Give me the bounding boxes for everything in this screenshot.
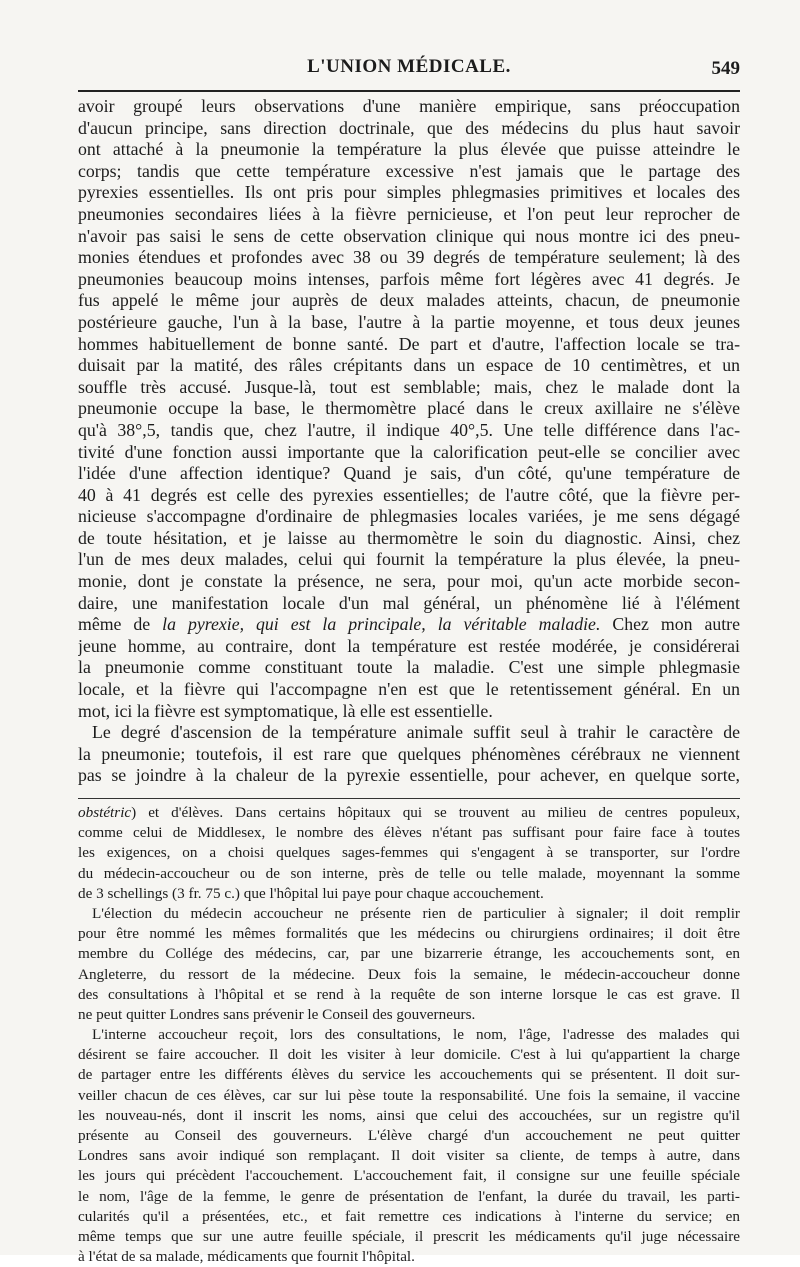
text-segment: même de	[78, 614, 163, 635]
text-line: 40 à 41 degrés est celle des pyrexies essentielles; de l'autre côté, que la fièvre per-	[78, 484, 740, 505]
footnote-line: le nom, l'âge de la femme, le genre de présentation de l'enfant, la durée du travail, les parti-	[78, 1187, 740, 1205]
text-line: pneumonies beaucoup moins intenses, parfois même fort légères avec 41 degrés. Je	[78, 268, 740, 289]
footnote-rule	[78, 798, 740, 799]
footnote-line: à l'état de sa malade, médicaments que fournit l'hôpital.	[78, 1248, 415, 1266]
footnote-line: L'interne accoucheur reçoit, lors des consultations, le nom, l'âge, l'adresse des malades qui	[92, 1026, 740, 1044]
text-line: la pneumonie; toutefois, il est rare que quelques phénomènes cérébraux ne viennent	[78, 743, 740, 764]
text-segment: Chez mon autre	[600, 614, 740, 635]
footnote-paragraph-2	[78, 904, 740, 1025]
italic-emphasis: la pyrexie, qui est la principale, la véritable maladie.	[162, 614, 601, 635]
footnote	[78, 803, 740, 1267]
header-rule	[78, 90, 740, 92]
text-line: qu'à 38°,5, tandis que, chez l'autre, il indique 40°,5. Une telle différence dans l'ac-	[78, 419, 740, 440]
footnote-line: ne peut quitter Londres sans prévenir le Conseil des gouverneurs.	[78, 1005, 476, 1023]
footnote-paragraph-1	[78, 803, 740, 904]
paragraph-2	[78, 722, 740, 787]
footnote-line: veiller chacun de ces élèves, car sur lui pèse toute la responsabilité. Une fois la semaine, il vaccine	[78, 1086, 740, 1104]
page-number: 549	[711, 58, 740, 79]
footnote-line: Angleterre, du ressort de la médecine. Deux fois la semaine, le médecin-accoucheur donne	[78, 965, 740, 983]
text-line: monies étendues et profondes avec 38 ou 39 degrés de température seulement; là des	[78, 247, 740, 268]
footnote-line: Londres sans avoir indiqué son remplaçant. Il doit visiter sa cliente, de temps à autre, dans	[78, 1147, 740, 1165]
text-line: jeune homme, au contraire, dont la température est restée modérée, je considérerai	[78, 635, 740, 656]
text-line: pas se joindre à la chaleur de la pyrexie essentielle, pour achever, en quelque sorte,	[78, 765, 740, 786]
main-text	[78, 96, 740, 787]
text-line: d'aucun principe, sans direction doctrinale, que des médecins du plus haut savoir	[78, 117, 740, 138]
text-line: souffle très accusé. Jusque-là, tout est semblable; mais, chez le malade dont la	[78, 376, 740, 397]
footnote-line: L'élection du médecin accoucheur ne présente rien de particulier à signaler; il doit remplir	[92, 904, 740, 922]
text-segment: ) et d'élèves. Dans certains hôpitaux qui se trouvent au milieu de centres populeux,	[131, 804, 740, 821]
text-line: ont attaché à la pneumonie la température la plus élevée que puisse atteindre le	[78, 139, 740, 160]
page-header	[78, 56, 740, 86]
text-line: pneumonie occupe la base, le thermomètre placé dans le creux axillaire ne s'élève	[78, 398, 740, 419]
footnote-line: des consultations à l'hôpital et se rend à la requête de son interne lorsque le cas est grave. Il	[78, 985, 740, 1003]
text-line: daire, une manifestation locale d'un mal général, un phénomène lié à l'élément	[78, 592, 740, 613]
text-line: la pneumonie comme constituant toute la maladie. C'est une simple phlegmasie	[78, 657, 740, 678]
footnote-line	[78, 803, 740, 823]
footnote-line: les nouveau-nés, dont il inscrit les noms, ainsi que celui des accouchées, sur un registre qu'il	[78, 1106, 740, 1124]
footnote-line: de 3 schellings (3 fr. 75 c.) que l'hôpital lui paye pour chaque accouchement.	[78, 884, 544, 902]
text-line: tivité d'une fonction aussi importante que la calorification peut-elle se concilier avec	[78, 441, 740, 462]
text-line-with-italic	[78, 614, 740, 636]
text-line: postérieure gauche, l'un à la base, l'autre à la partie moyenne, et tous deux jeunes	[78, 311, 740, 332]
italic-word: obstétric	[78, 804, 132, 821]
text-line: l'idée d'une affection identique? Quand je sais, d'un côté, qu'une température de	[78, 463, 740, 484]
text-line: mot, ici la fièvre est symptomatique, là elle est essentielle.	[78, 700, 493, 721]
text-line: de toute hésitation, et je laisse au thermomètre le soin du diagnostic. Ainsi, chez	[78, 527, 740, 548]
running-title: L'UNION MÉDICALE.	[307, 56, 511, 77]
text-line: avoir groupé leurs observations d'une manière empirique, sans préoccupation	[78, 96, 740, 116]
text-line: Le degré d'ascension de la température animale suffit seul à trahir le caractère de	[92, 722, 740, 743]
footnote-line: pour être nommé les mêmes formalités que les médecins ou chirurgiens ordinaires; il doit être	[78, 925, 740, 943]
footnote-line: même temps que sur une autre feuille spéciale, il prescrit les médicaments qu'il juge nécessaire	[78, 1227, 740, 1245]
footnote-line: membre du Collége des médecins, car, par une bizarrerie étrange, les accouchements sont, en	[78, 945, 740, 963]
text-line: pneumonies secondaires liées à la fièvre pernicieuse, et l'on peut leur reprocher de	[78, 203, 740, 224]
text-line: corps; tandis que cette température excessive n'est jamais que le partage des	[78, 160, 740, 181]
text-line: locale, et la fièvre qui l'accompagne n'en est que le retentissement général. En un	[78, 679, 740, 700]
text-line: fus appelé le même jour auprès de deux malades atteints, chacun, de pneumonie	[78, 290, 740, 311]
text-line: n'avoir pas saisi le sens de cette observation clinique qui nous montre ici des pneu-	[78, 225, 740, 246]
footnote-paragraph-3	[78, 1025, 740, 1267]
footnote-line: les exigences, on a choisi quelques sages-femmes qui s'engagent à se transporter, sur l'ordre	[78, 844, 740, 862]
footnote-line: désirent se faire accoucher. Il doit les visiter à leur domicile. C'est à lui qu'appartient la charge	[78, 1046, 740, 1064]
paragraph-1a	[78, 96, 740, 722]
text-line: pyrexies essentielles. Ils ont pris pour simples phlegmasies primitives et locales des	[78, 182, 740, 203]
text-line: l'un de mes deux malades, celui qui fournit la température la plus élevée, la pneu-	[78, 549, 740, 570]
footnote-line: comme celui de Middlesex, le nombre des élèves n'étant pas suffisant pour faire face à toutes	[78, 824, 740, 842]
footnote-line: cularités qu'il a présentées, etc., et fait remettre ces indications à l'interne du service; en	[78, 1207, 740, 1225]
footnote-line: de partager entre les différents élèves du service les accouchements qui se présentent. Il doit sur-	[78, 1066, 740, 1084]
footnote-line: du médecin-accoucheur ou de son interne, près de telle ou telle malade, moyennant la somme	[78, 864, 740, 882]
text-line: monie, dont je constate la présence, ne sera, pour moi, qu'un acte morbide secon-	[78, 571, 740, 592]
text-line: nicieuse s'accompagne d'ordinaire de phlegmasies locales variées, je me sens dégagé	[78, 506, 740, 527]
text-line: hommes habituellement de bonne santé. De part et d'autre, l'affection locale se tra-	[78, 333, 740, 354]
footnote-line: présente au Conseil des gouverneurs. L'élève chargé d'un accouchement ne peut quitter	[78, 1127, 740, 1144]
footnote-line: les jours qui précèdent l'accouchement. L'accouchement fait, il consigne sur une feuille spéciale	[78, 1167, 740, 1185]
text-line: duisait par la matité, des râles crépitants dans un espace de 10 centimètres, et un	[78, 355, 740, 376]
